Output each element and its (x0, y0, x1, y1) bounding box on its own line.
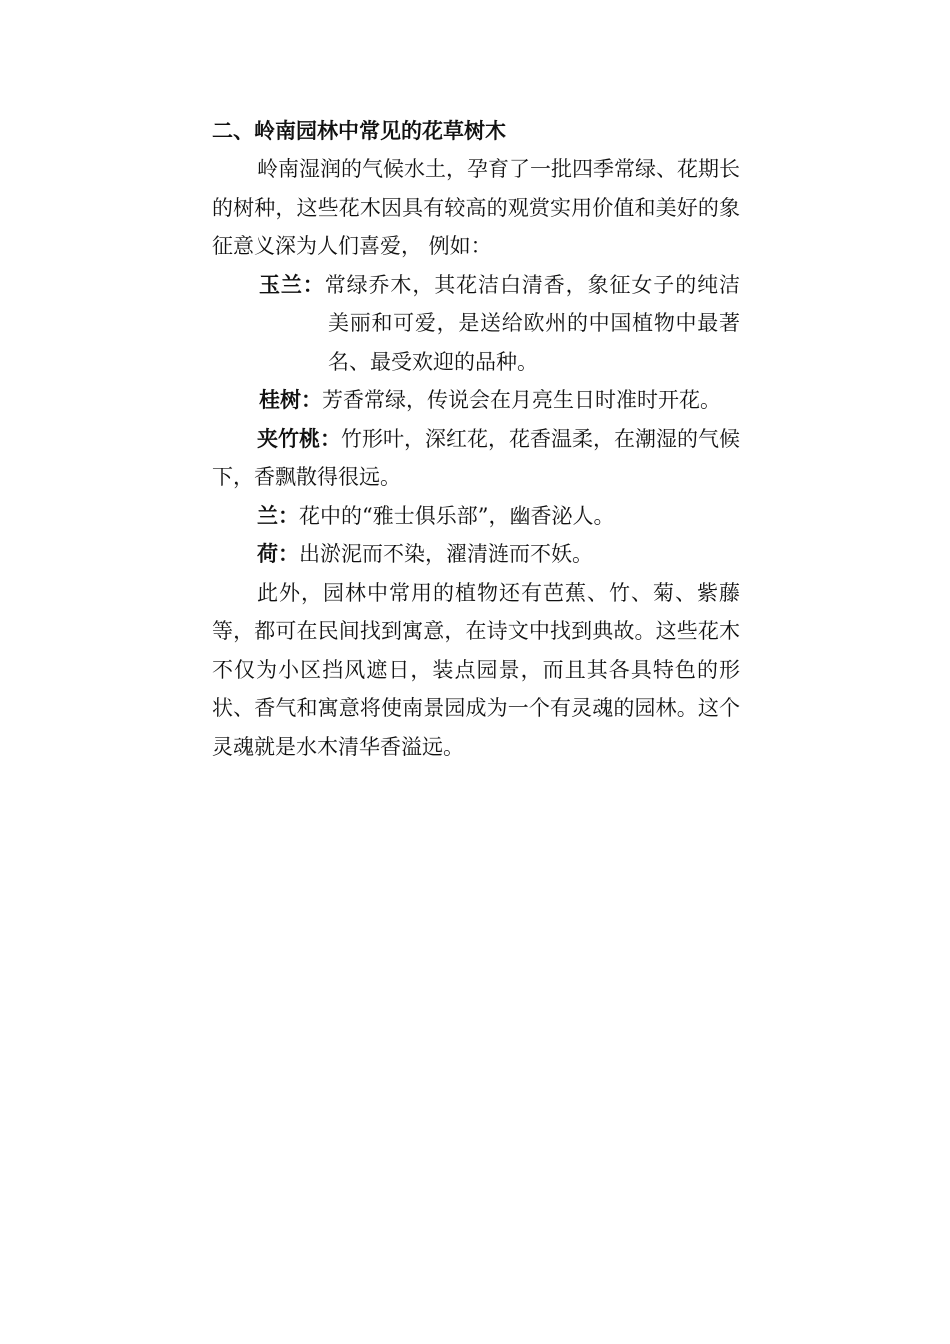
plant-entry-yulan (212, 266, 740, 382)
plant-description: 芳香常绿，传说会在月亮生日时准时开花。 (322, 388, 721, 412)
plant-description: 花中的“雅士俱乐部”，幽香泌人。 (299, 503, 615, 528)
plant-description: 出淤泥而不染，濯清涟而不妖。 (299, 542, 593, 566)
plant-entry-guishu (212, 381, 740, 420)
plant-name: 玉兰： (259, 272, 325, 297)
intro-paragraph: 岭南湿润的气候水土，孕育了一批四季常绿、花期长的树种，这些花木因具有较高的观赏实用价值和美好的象征意义深为人们喜爱， 例如： (212, 157, 740, 258)
plant-name: 兰： (257, 503, 299, 528)
plant-entry-he (212, 535, 740, 574)
plant-entry-jiazhutao (212, 420, 740, 497)
section-heading: 二、岭南园林中常见的花草树木 (212, 119, 506, 143)
plant-name: 荷： (257, 542, 299, 566)
plant-description: 常绿乔木，其花洁白清香，象征女子的纯洁美丽和可爱，是送给欧州的中国植物中最著名、最受欢迎的品种。 (324, 272, 741, 374)
plant-name: 夹竹桃： (257, 426, 341, 451)
closing-paragraph: 此外，园林中常用的植物还有芭蕉、竹、菊、紫藤等，都可在民间找到寓意，在诗文中找到典故。这些花木不仅为小区挡风遮日，装点园景，而且其各具特色的形状、香气和寓意将使南景园成为一个有灵魂的园林。这个灵魂就是水木清华香溢远。 (212, 580, 740, 759)
document-page (212, 112, 740, 766)
plant-name: 桂树： (259, 388, 322, 412)
plant-entry-lan (212, 497, 740, 536)
plant-description: 竹形叶，深红花，花香温柔，在潮湿的气候下，香飘散得很远。 (212, 426, 740, 489)
